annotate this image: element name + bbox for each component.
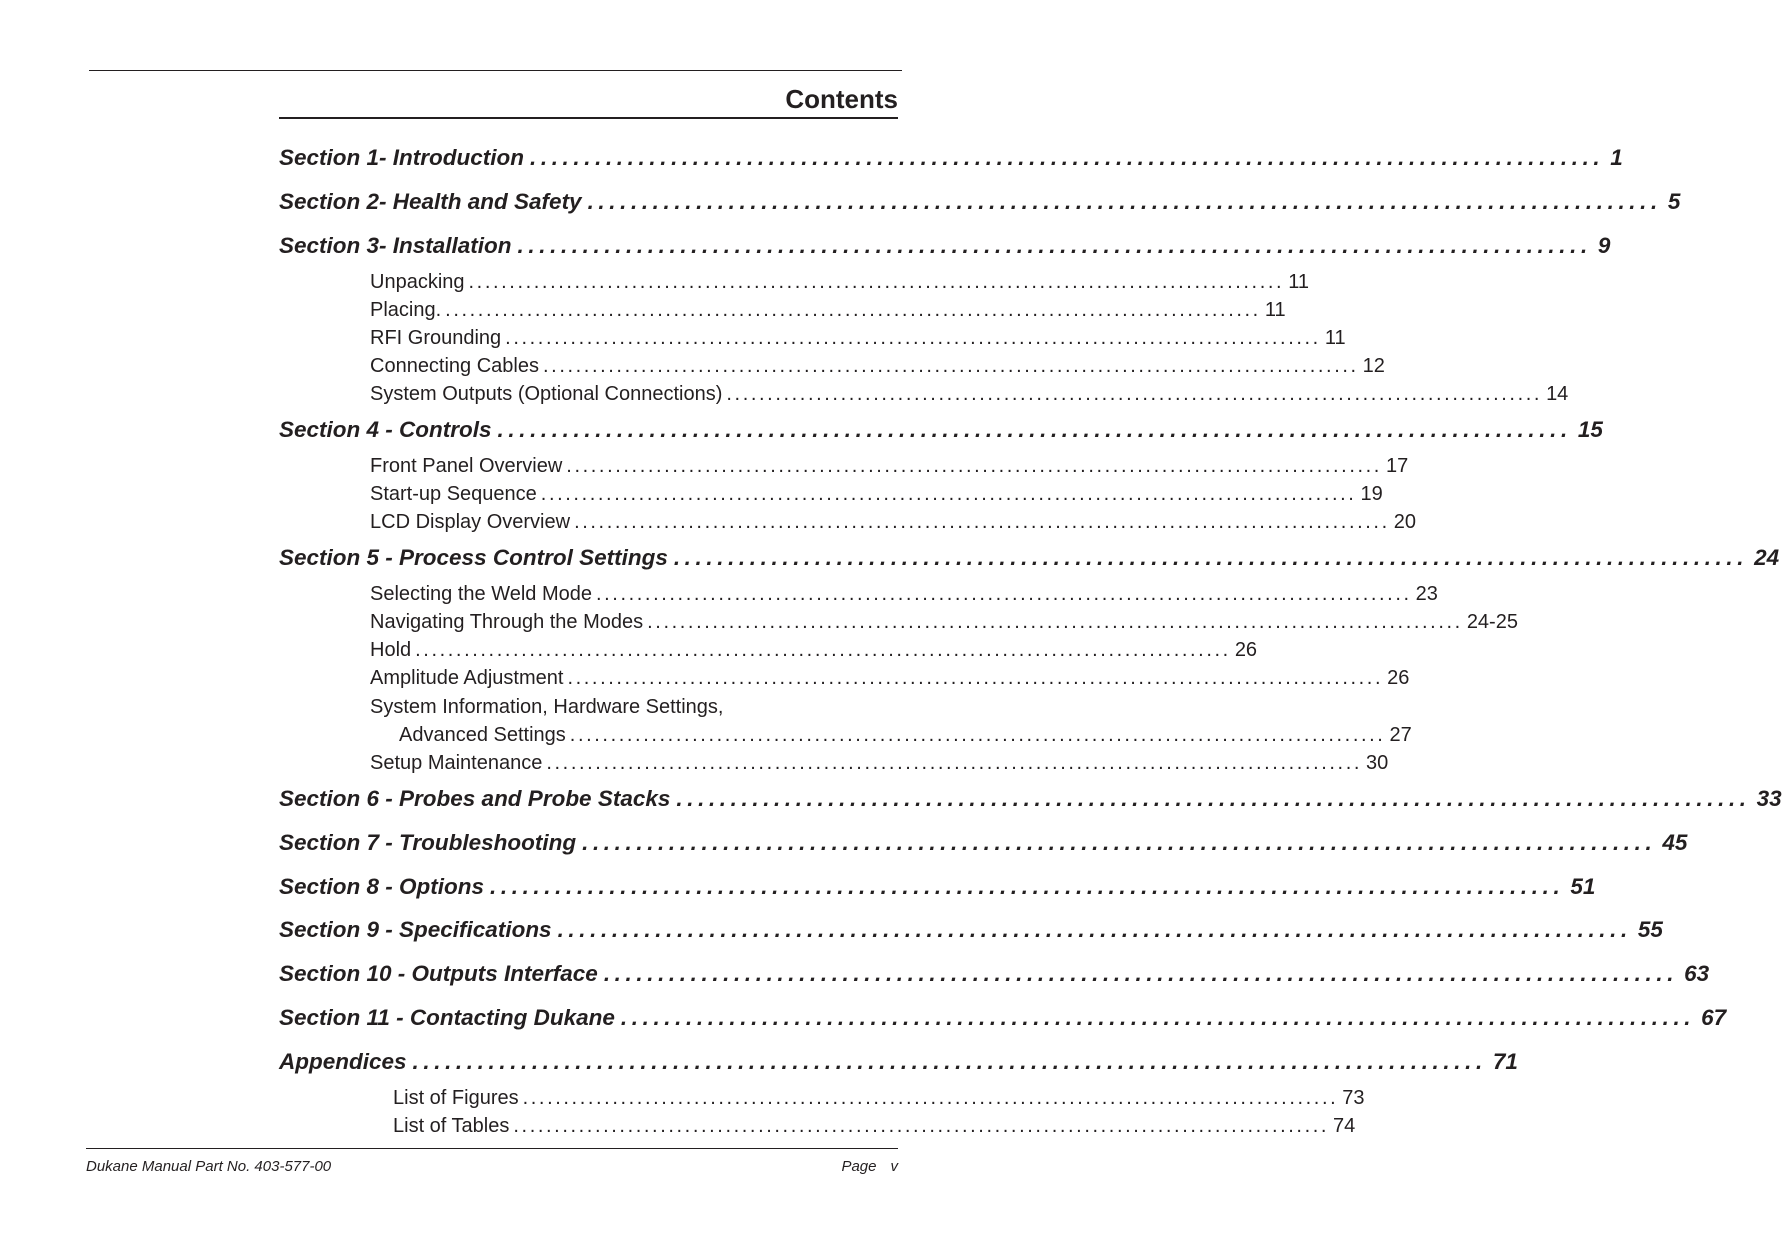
footer-page <box>841 1158 898 1175</box>
toc-subitem-page: 23 <box>1415 583 1438 605</box>
dot-leader: .................................................................................................... <box>522 1087 1339 1109</box>
toc-subitem[interactable] <box>370 511 1416 534</box>
toc-section-8[interactable] <box>279 874 1596 900</box>
dot-leader: ................................................................................................... <box>603 961 1679 986</box>
toc-subitem-page: 24-25 <box>1466 611 1518 633</box>
dot-leader: .................................................................................................... <box>595 583 1412 605</box>
toc-section-6[interactable] <box>279 786 1782 812</box>
dot-leader: ................................................................................................... <box>557 917 1632 942</box>
toc-section-page: 33 <box>1756 786 1782 811</box>
dot-leader: ................................................................................................... <box>673 545 1749 570</box>
toc-section-label: Section 11 - Contacting Dukane <box>279 1005 615 1030</box>
toc-subitem[interactable] <box>370 483 1383 506</box>
toc-subitem-page: 11 <box>1288 271 1309 293</box>
toc-subitem[interactable] <box>370 583 1438 606</box>
dot-leader: .................................................................................................... <box>468 271 1285 293</box>
toc-subitem-label: Start-up Sequence <box>370 483 537 505</box>
toc-subitem[interactable] <box>399 724 1412 747</box>
toc-subitem-label: List of Figures <box>393 1087 519 1109</box>
toc-subitem-page: 14 <box>1546 383 1569 405</box>
toc-section-label: Section 3- Installation <box>279 233 512 258</box>
dot-leader: .................................................................................................... <box>540 483 1357 505</box>
dot-leader: ................................................................................................... <box>490 874 1565 899</box>
dot-leader: .................................................................................................... <box>647 611 1463 633</box>
dot-leader: ................................................................................................... <box>582 830 1657 855</box>
toc-section-label: Section 2- Health and Safety <box>279 189 582 214</box>
dot-leader: .................................................................................................... <box>569 724 1386 746</box>
dot-leader: .................................................................................................... <box>445 299 1261 321</box>
toc-section-label: Appendices <box>279 1049 407 1074</box>
toc-section-page: 1 <box>1610 145 1623 170</box>
toc-subitem-page: 11 <box>1324 327 1346 349</box>
toc-subitem[interactable] <box>370 271 1309 294</box>
toc-section-page: 63 <box>1684 961 1710 986</box>
toc-section-1[interactable] <box>279 145 1623 171</box>
toc-subitem-label[interactable]: System Information, Hardware Settings, <box>370 696 724 718</box>
dot-leader: .................................................................................................... <box>546 752 1363 774</box>
toc-subitem-label: LCD Display Overview <box>370 511 571 533</box>
toc-subitem-page: 27 <box>1389 724 1412 746</box>
toc-subitem[interactable] <box>370 327 1346 350</box>
dot-leader: .................................................................................................... <box>505 327 1321 349</box>
footer-page-label: Page <box>841 1158 877 1175</box>
toc-subitem[interactable] <box>370 752 1389 775</box>
toc-section-page: 9 <box>1597 233 1611 258</box>
toc-subitem[interactable] <box>370 355 1385 378</box>
toc-subitem-label: Placing. <box>370 299 442 321</box>
dot-leader: ................................................................................................... <box>530 145 1605 170</box>
dot-leader: ................................................................................................... <box>620 1005 1696 1030</box>
dot-leader: .................................................................................................... <box>726 383 1543 405</box>
toc-subitem-label: Selecting the Weld Mode <box>370 583 592 605</box>
toc-section-page: 5 <box>1667 189 1681 214</box>
footer-page-number: v <box>890 1158 898 1175</box>
toc-section-9[interactable] <box>279 917 1663 943</box>
toc-section-4[interactable] <box>279 417 1603 443</box>
toc-section-label: Section 8 - Options <box>279 874 485 899</box>
toc-subitem-page: 12 <box>1362 355 1385 377</box>
toc-subitem[interactable] <box>370 455 1409 478</box>
toc-section-label: Section 6 - Probes and Probe Stacks <box>279 786 671 811</box>
toc-subitem-label: Amplitude Adjustment <box>370 667 564 689</box>
toc-section-10[interactable] <box>279 961 1710 987</box>
toc-section-page: 24 <box>1754 545 1780 570</box>
dot-leader: .................................................................................................... <box>574 511 1390 533</box>
toc-section-3[interactable] <box>279 233 1611 259</box>
toc-section-page: 67 <box>1701 1005 1727 1030</box>
toc-subitem-label: System Outputs (Optional Connections) <box>370 383 723 405</box>
toc-section-page: 51 <box>1570 874 1596 899</box>
dot-leader: .................................................................................................... <box>415 639 1231 661</box>
toc-subitem-page: 74 <box>1333 1115 1356 1137</box>
toc-subitem-page: 11 <box>1264 299 1286 321</box>
dot-leader: ................................................................................................... <box>676 786 1751 811</box>
top-rule <box>89 70 902 71</box>
toc-section-11[interactable] <box>279 1005 1727 1031</box>
toc-subitem-label: Setup Maintenance <box>370 752 543 774</box>
toc-subitem-label: RFI Grounding <box>370 327 502 349</box>
toc-subitem-page: 30 <box>1366 752 1389 774</box>
toc-section-7[interactable] <box>279 830 1688 856</box>
toc-subitem-label: Front Panel Overview <box>370 455 563 477</box>
toc-subitem-label: Hold <box>370 639 412 661</box>
toc-subitem-label: List of Tables <box>393 1115 510 1137</box>
toc-section-page: 15 <box>1577 417 1603 442</box>
toc-subitem-page: 20 <box>1393 511 1416 533</box>
toc-section-label: Section 4 - Controls <box>279 417 492 442</box>
toc-section-label: Section 10 - Outputs Interface <box>279 961 598 986</box>
page-title: Contents <box>785 84 898 114</box>
toc-section-label: Section 9 - Specifications <box>279 917 552 942</box>
dot-leader: .................................................................................................... <box>513 1115 1330 1137</box>
toc-subitem-label: Connecting Cables <box>370 355 539 377</box>
toc-section-2[interactable] <box>279 189 1681 215</box>
toc-appendices[interactable] <box>279 1049 1518 1075</box>
toc-subitem[interactable] <box>393 1115 1356 1138</box>
dot-leader: .................................................................................................... <box>567 667 1384 689</box>
toc-subitem-label: Navigating Through the Modes <box>370 611 644 633</box>
toc-subitem[interactable] <box>393 1087 1365 1110</box>
toc-section-5[interactable] <box>279 545 1780 571</box>
toc-subitem-label: Unpacking <box>370 271 465 293</box>
footer-rule <box>86 1148 898 1149</box>
toc-subitem-page: 26 <box>1387 667 1410 689</box>
toc-subitem[interactable] <box>370 383 1569 406</box>
dot-leader: ................................................................................................... <box>412 1049 1487 1074</box>
toc-subitem[interactable] <box>370 611 1518 634</box>
toc-subitem-page: 19 <box>1360 483 1383 505</box>
toc-section-page: 71 <box>1492 1049 1518 1074</box>
toc-section-label: Section 5 - Process Control Settings <box>279 545 668 570</box>
dot-leader: ................................................................................................... <box>587 189 1662 214</box>
toc-subitem[interactable] <box>370 667 1410 690</box>
title-rule <box>279 117 898 119</box>
toc-subitem-label: Advanced Settings <box>399 724 566 746</box>
dot-leader: .................................................................................................... <box>543 355 1359 377</box>
toc-section-label: Section 1- Introduction <box>279 145 524 170</box>
toc-section-label: Section 7 - Troubleshooting <box>279 830 577 855</box>
toc-subitem-page: 17 <box>1385 455 1409 477</box>
dot-leader: ................................................................................................... <box>497 417 1572 442</box>
dot-leader: .................................................................................................... <box>566 455 1382 477</box>
dot-leader: ................................................................................................... <box>517 233 1592 258</box>
toc-section-page: 45 <box>1662 830 1688 855</box>
toc-section-page: 55 <box>1637 917 1663 942</box>
toc-subitem[interactable] <box>370 299 1286 322</box>
toc-subitem-page: 73 <box>1342 1087 1365 1109</box>
toc-subitem-page: 26 <box>1234 639 1258 661</box>
toc-subitem[interactable] <box>370 639 1258 662</box>
footer-part-number: Dukane Manual Part No. 403-577-00 <box>86 1158 332 1175</box>
